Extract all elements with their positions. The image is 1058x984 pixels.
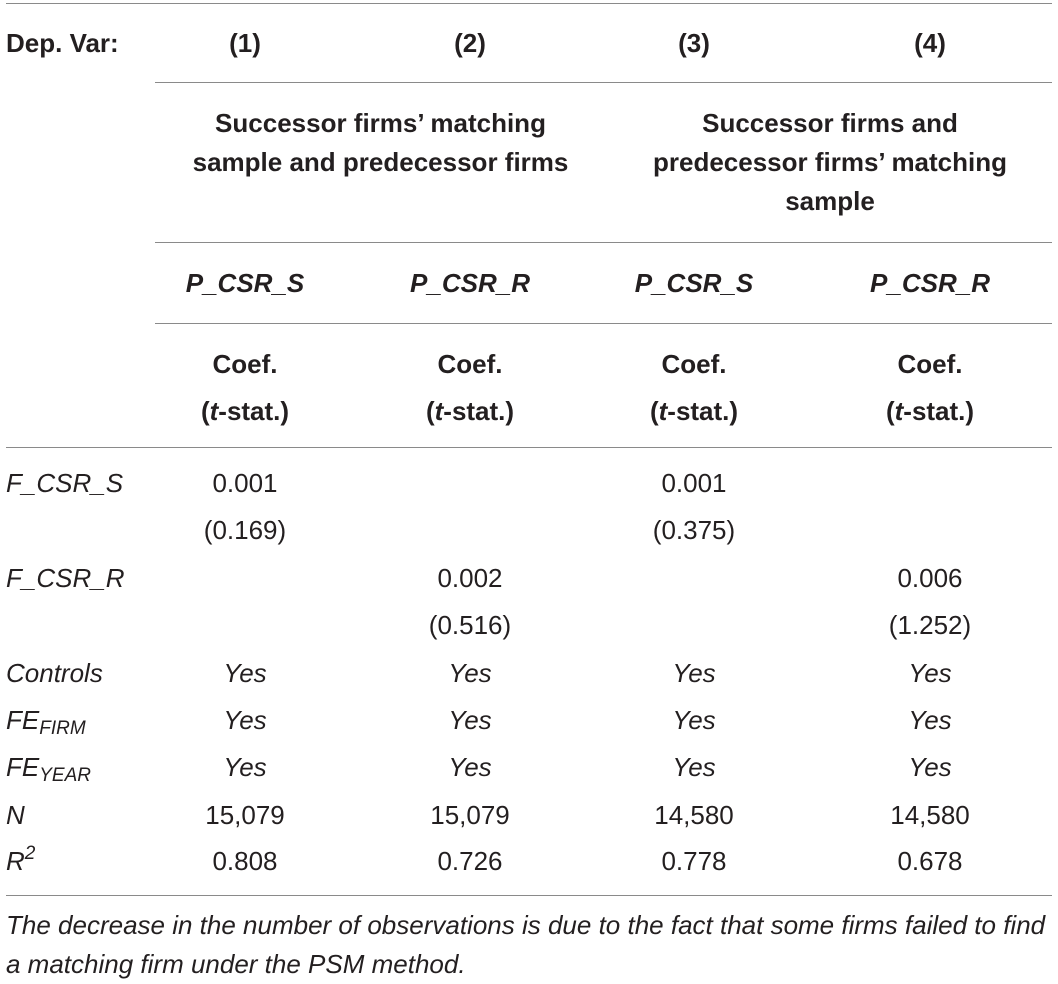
cell-f-csr-r-coef-2: 0.002 — [437, 563, 503, 593]
cell-r2-4: 0.678 — [897, 846, 963, 876]
cell-n-3: 14,580 — [654, 800, 734, 830]
cell-f-csr-r-tstat-2: (0.516) — [428, 610, 512, 640]
rule-header — [155, 82, 1052, 83]
tstat-label-2: (t-stat.) — [425, 396, 515, 426]
col-header-2: (2) — [454, 28, 486, 58]
cell-r2-3: 0.778 — [661, 846, 727, 876]
cell-controls-1: Yes — [223, 658, 267, 688]
cell-n-1: 15,079 — [205, 800, 285, 830]
row-label-f-csr-s: F_CSR_S — [6, 468, 124, 498]
row-label-r2: $R^2$ — [6, 843, 36, 876]
group-header-1: Successor firms’ matching sample and predecessor firms — [192, 108, 569, 177]
rule-top — [6, 3, 1052, 4]
cell-fe-firm-1: Yes — [223, 705, 267, 735]
coef-label-2: Coef. — [437, 349, 503, 379]
coef-label-4: Coef. — [897, 349, 963, 379]
cell-r2-1: 0.808 — [212, 846, 278, 876]
col-header-4: (4) — [914, 28, 946, 58]
table-footnote: The decrease in the number of observations is due to the fact that some firms failed to find a matching firm under the PSM method. — [6, 910, 1046, 979]
cell-f-csr-r-tstat-4: (1.252) — [888, 610, 972, 640]
dependent-var-4: P_CSR_R — [870, 268, 990, 298]
col-header-3: (3) — [678, 28, 710, 58]
cell-fe-firm-4: Yes — [908, 705, 952, 735]
cell-r2-2: 0.726 — [437, 846, 503, 876]
cell-f-csr-s-tstat-3: (0.375) — [652, 515, 736, 545]
tstat-label-3: (t-stat.) — [649, 396, 739, 426]
rule-bottom — [6, 895, 1052, 896]
rule-dependent — [155, 323, 1052, 324]
row-label-n: N — [6, 800, 25, 830]
cell-n-2: 15,079 — [430, 800, 510, 830]
dependent-var-2: P_CSR_R — [410, 268, 530, 298]
group-header-2: Successor firms and predecessor firms’ matching sample — [652, 108, 1008, 216]
dependent-var-3: P_CSR_S — [634, 268, 754, 298]
row-label-f-csr-r: F_CSR_R — [6, 563, 125, 593]
cell-controls-3: Yes — [672, 658, 716, 688]
cell-fe-year-3: Yes — [672, 752, 716, 782]
cell-n-4: 14,580 — [890, 800, 970, 830]
tstat-label-4: (t-stat.) — [885, 396, 975, 426]
dep-var-label: Dep. Var: — [6, 28, 119, 58]
cell-controls-2: Yes — [448, 658, 492, 688]
col-header-1: (1) — [229, 28, 261, 58]
cell-fe-firm-3: Yes — [672, 705, 716, 735]
tstat-label-1: (t-stat.) — [200, 396, 290, 426]
row-label-controls: Controls — [6, 658, 103, 688]
cell-f-csr-r-coef-4: 0.006 — [897, 563, 963, 593]
row-label-fe-firm: $FE_{FIRM}$ — [6, 705, 86, 739]
cell-f-csr-s-tstat-1: (0.169) — [203, 515, 287, 545]
cell-fe-year-4: Yes — [908, 752, 952, 782]
coef-label-3: Coef. — [661, 349, 727, 379]
coef-label-1: Coef. — [212, 349, 278, 379]
rule-body — [6, 447, 1052, 448]
cell-fe-year-1: Yes — [223, 752, 267, 782]
row-label-fe-year: $FE_{YEAR}$ — [6, 752, 91, 786]
dependent-var-1: P_CSR_S — [185, 268, 305, 298]
cell-fe-firm-2: Yes — [448, 705, 492, 735]
cell-controls-4: Yes — [908, 658, 952, 688]
cell-f-csr-s-coef-1: 0.001 — [212, 468, 278, 498]
rule-groups — [155, 242, 1052, 243]
cell-f-csr-s-coef-3: 0.001 — [661, 468, 727, 498]
cell-fe-year-2: Yes — [448, 752, 492, 782]
